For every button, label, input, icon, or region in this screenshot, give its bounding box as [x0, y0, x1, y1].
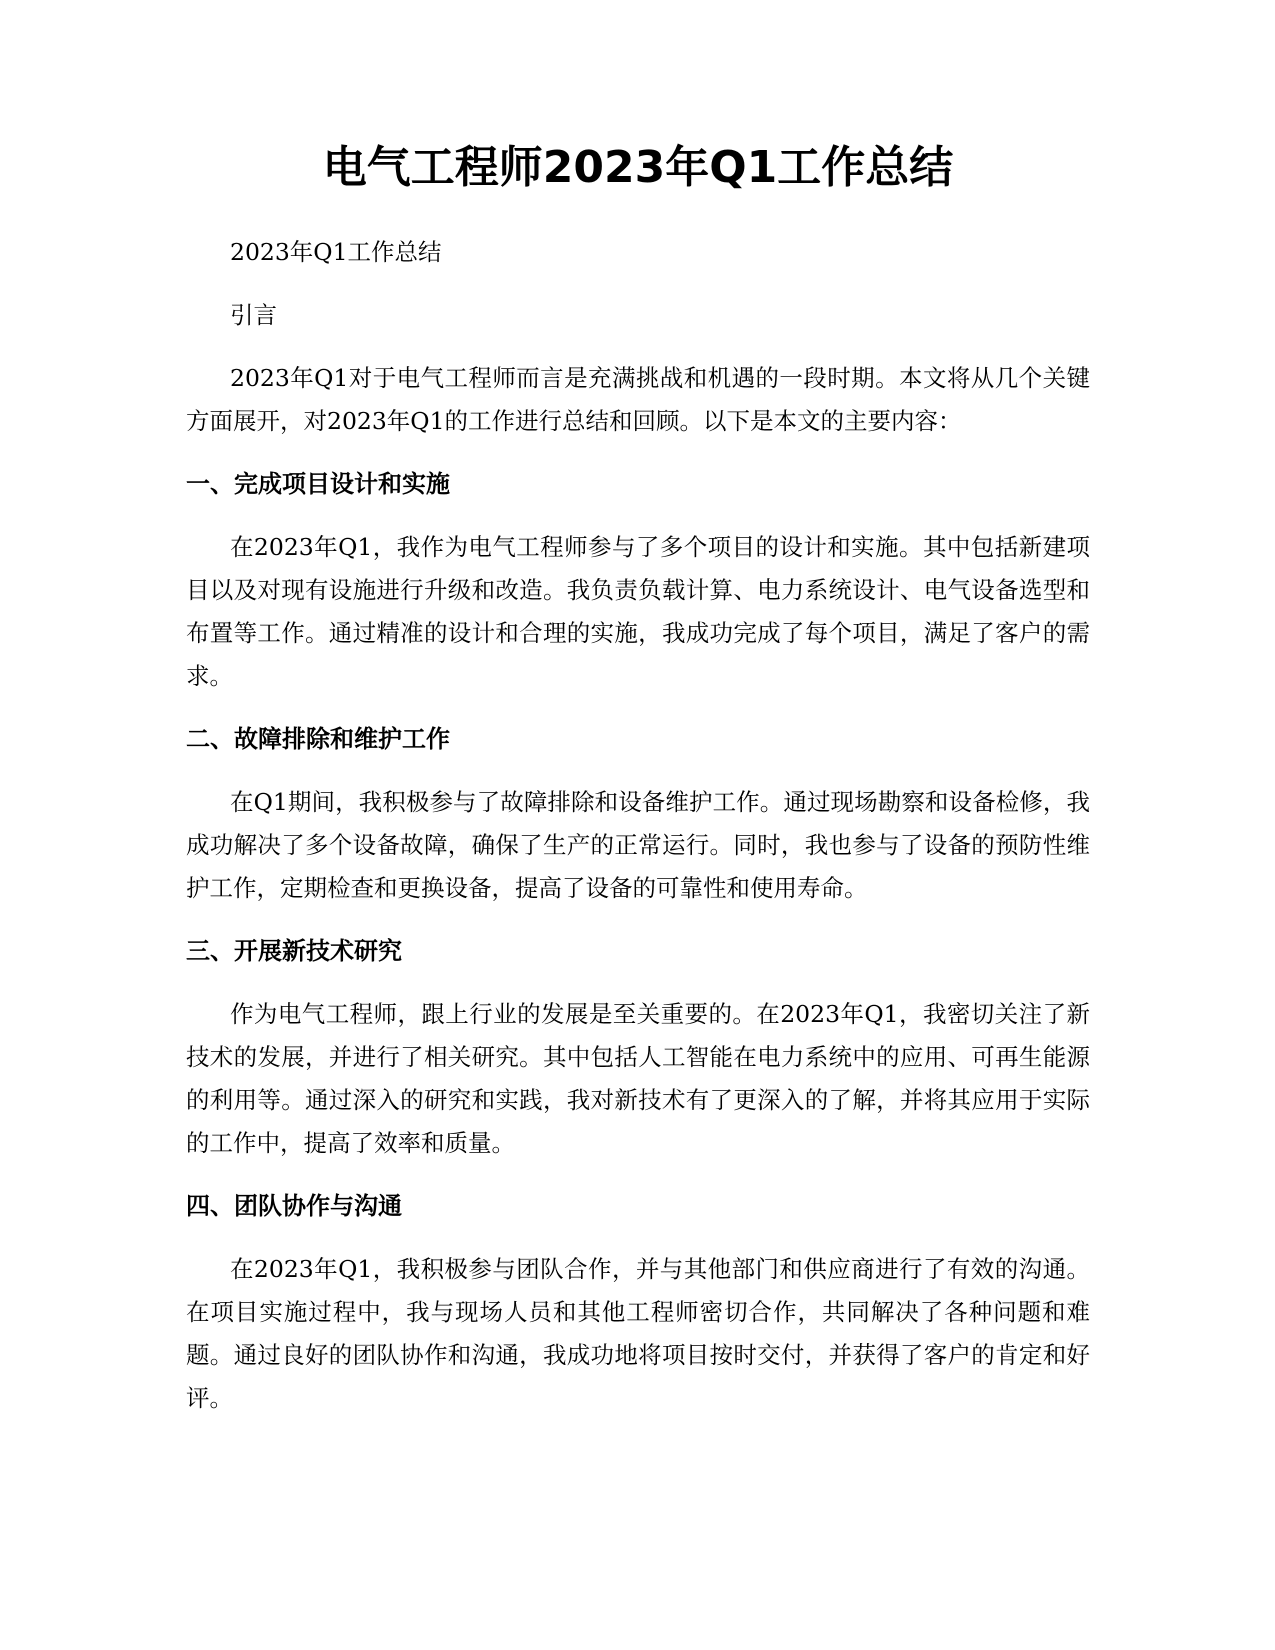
section-heading: 二、故障排除和维护工作	[186, 725, 450, 753]
section-heading: 一、完成项目设计和实施	[186, 470, 450, 498]
intro-label: 引言	[230, 301, 277, 329]
section-heading: 四、团队协作与沟通	[186, 1192, 402, 1220]
section-body: 在2023年Q1，我积极参与团队合作，并与其他部门和供应商进行了有效的沟通。在项目实施过程中，我与现场人员和其他工程师密切合作，共同解决了各种问题和难题。通过良好的团队协作和沟通，我成功地将项目按时交付，并获得了客户的肯定和好评。	[186, 1255, 1090, 1412]
section-heading: 三、开展新技术研究	[186, 937, 402, 965]
document-title: 电气工程师2023年Q1工作总结	[322, 142, 954, 193]
section-body: 在2023年Q1，我作为电气工程师参与了多个项目的设计和实施。其中包括新建项目以及对现有设施进行升级和改造。我负责负载计算、电力系统设计、电气设备选型和布置等工作。通过精准的设计和合理的实施，我成功完成了每个项目，满足了客户的需求。	[186, 533, 1090, 690]
intro-paragraph: 2023年Q1对于电气工程师而言是充满挑战和机遇的一段时期。本文将从几个关键方面展开，对2023年Q1的工作进行总结和回顾。以下是本文的主要内容：	[186, 364, 1090, 435]
document-page	[186, 140, 1090, 1440]
document-subtitle: 2023年Q1工作总结	[230, 238, 442, 266]
section-body: 在Q1期间，我积极参与了故障排除和设备维护工作。通过现场勘察和设备检修，我成功解决了多个设备故障，确保了生产的正常运行。同时，我也参与了设备的预防性维护工作，定期检查和更换设备，提高了设备的可靠性和使用寿命。	[186, 788, 1090, 902]
section-teamwork	[186, 1185, 1090, 1420]
section-project-design	[186, 463, 1090, 698]
section-body: 作为电气工程师，跟上行业的发展是至关重要的。在2023年Q1，我密切关注了新技术的发展，并进行了相关研究。其中包括人工智能在电力系统中的应用、可再生能源的利用等。通过深入的研究和实践，我对新技术有了更深入的了解，并将其应用于实际的工作中，提高了效率和质量。	[186, 1000, 1090, 1157]
section-new-tech-research	[186, 930, 1090, 1165]
section-troubleshooting	[186, 718, 1090, 910]
